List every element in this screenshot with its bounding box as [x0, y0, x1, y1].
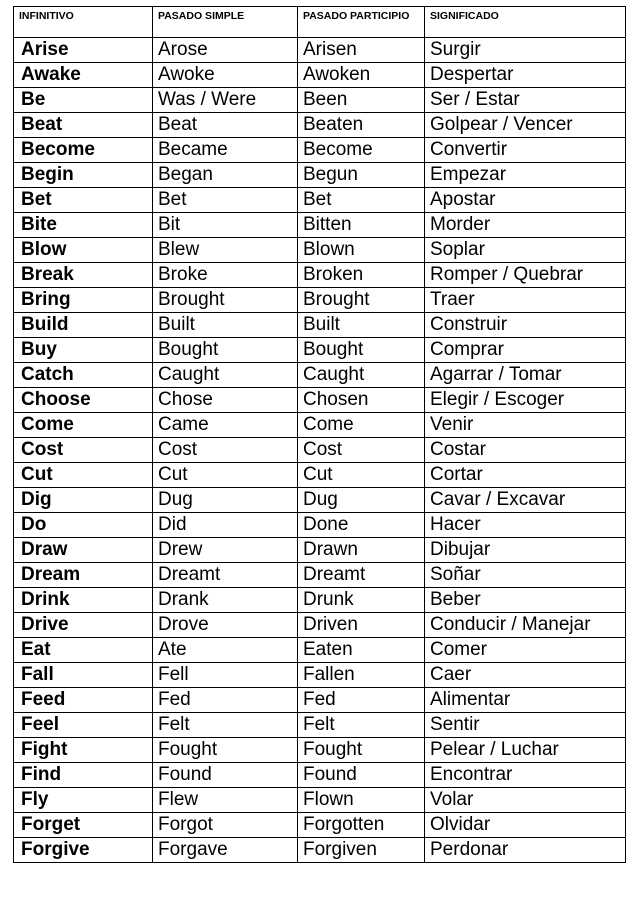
table-row — [14, 113, 626, 138]
meaning-cell: Empezar — [425, 163, 626, 188]
past-simple-cell: Found — [153, 763, 298, 788]
meaning-cell: Perdonar — [425, 838, 626, 863]
table-row — [14, 538, 626, 563]
infinitive-cell: Break — [14, 263, 153, 288]
table-row — [14, 238, 626, 263]
past-simple-cell: Forgave — [153, 838, 298, 863]
infinitive-cell: Begin — [14, 163, 153, 188]
past-participle-cell: Broken — [298, 263, 425, 288]
infinitive-cell: Catch — [14, 363, 153, 388]
infinitive-cell: Feed — [14, 688, 153, 713]
table-row — [14, 63, 626, 88]
past-simple-cell: Brought — [153, 288, 298, 313]
past-simple-cell: Drew — [153, 538, 298, 563]
meaning-cell: Cortar — [425, 463, 626, 488]
meaning-cell: Soñar — [425, 563, 626, 588]
infinitive-cell: Fight — [14, 738, 153, 763]
past-participle-cell: Fought — [298, 738, 425, 763]
past-simple-cell: Ate — [153, 638, 298, 663]
infinitive-cell: Cost — [14, 438, 153, 463]
infinitive-cell: Blow — [14, 238, 153, 263]
past-simple-cell: Beat — [153, 113, 298, 138]
table-row — [14, 213, 626, 238]
past-simple-cell: Was / Were — [153, 88, 298, 113]
past-participle-cell: Chosen — [298, 388, 425, 413]
meaning-cell: Elegir / Escoger — [425, 388, 626, 413]
past-participle-cell: Been — [298, 88, 425, 113]
past-participle-cell: Fallen — [298, 663, 425, 688]
table-row — [14, 838, 626, 863]
infinitive-cell: Fall — [14, 663, 153, 688]
past-simple-cell: Fed — [153, 688, 298, 713]
table-row — [14, 438, 626, 463]
infinitive-cell: Awake — [14, 63, 153, 88]
table-row — [14, 188, 626, 213]
table-row — [14, 588, 626, 613]
past-simple-cell: Chose — [153, 388, 298, 413]
past-participle-cell: Begun — [298, 163, 425, 188]
past-participle-cell: Driven — [298, 613, 425, 638]
table-row — [14, 138, 626, 163]
past-participle-cell: Fed — [298, 688, 425, 713]
infinitive-cell: Drink — [14, 588, 153, 613]
infinitive-cell: Bring — [14, 288, 153, 313]
meaning-cell: Morder — [425, 213, 626, 238]
meaning-cell: Comer — [425, 638, 626, 663]
infinitive-cell: Feel — [14, 713, 153, 738]
meaning-cell: Costar — [425, 438, 626, 463]
past-simple-cell: Cut — [153, 463, 298, 488]
meaning-cell: Surgir — [425, 38, 626, 63]
table-row — [14, 288, 626, 313]
table-row — [14, 88, 626, 113]
past-simple-cell: Built — [153, 313, 298, 338]
past-simple-cell: Cost — [153, 438, 298, 463]
table-header — [14, 7, 626, 38]
past-participle-cell: Drunk — [298, 588, 425, 613]
past-participle-cell: Arisen — [298, 38, 425, 63]
past-simple-cell: Dreamt — [153, 563, 298, 588]
meaning-cell: Caer — [425, 663, 626, 688]
infinitive-cell: Do — [14, 513, 153, 538]
table-row — [14, 563, 626, 588]
table-row — [14, 513, 626, 538]
meaning-cell: Dibujar — [425, 538, 626, 563]
past-simple-cell: Came — [153, 413, 298, 438]
past-participle-cell: Dreamt — [298, 563, 425, 588]
infinitive-cell: Fly — [14, 788, 153, 813]
table-row — [14, 413, 626, 438]
table-row — [14, 613, 626, 638]
past-simple-cell: Bought — [153, 338, 298, 363]
table-row — [14, 738, 626, 763]
past-participle-cell: Forgiven — [298, 838, 425, 863]
header-pasado-participio: PASADO PARTICIPIO — [298, 7, 425, 38]
past-participle-cell: Become — [298, 138, 425, 163]
meaning-cell: Soplar — [425, 238, 626, 263]
infinitive-cell: Cut — [14, 463, 153, 488]
past-simple-cell: Fought — [153, 738, 298, 763]
past-participle-cell: Found — [298, 763, 425, 788]
table-row — [14, 338, 626, 363]
past-simple-cell: Did — [153, 513, 298, 538]
past-simple-cell: Arose — [153, 38, 298, 63]
meaning-cell: Agarrar / Tomar — [425, 363, 626, 388]
past-participle-cell: Bought — [298, 338, 425, 363]
table-row — [14, 163, 626, 188]
meaning-cell: Beber — [425, 588, 626, 613]
infinitive-cell: Draw — [14, 538, 153, 563]
past-simple-cell: Dug — [153, 488, 298, 513]
table-row — [14, 763, 626, 788]
meaning-cell: Encontrar — [425, 763, 626, 788]
past-participle-cell: Come — [298, 413, 425, 438]
infinitive-cell: Drive — [14, 613, 153, 638]
past-participle-cell: Done — [298, 513, 425, 538]
meaning-cell: Olvidar — [425, 813, 626, 838]
table-row — [14, 463, 626, 488]
table-row — [14, 688, 626, 713]
infinitive-cell: Forgive — [14, 838, 153, 863]
past-participle-cell: Cost — [298, 438, 425, 463]
meaning-cell: Convertir — [425, 138, 626, 163]
meaning-cell: Construir — [425, 313, 626, 338]
past-simple-cell: Fell — [153, 663, 298, 688]
meaning-cell: Despertar — [425, 63, 626, 88]
past-simple-cell: Flew — [153, 788, 298, 813]
table-row — [14, 638, 626, 663]
past-simple-cell: Drank — [153, 588, 298, 613]
infinitive-cell: Forget — [14, 813, 153, 838]
table-row — [14, 813, 626, 838]
past-participle-cell: Cut — [298, 463, 425, 488]
past-participle-cell: Eaten — [298, 638, 425, 663]
past-participle-cell: Forgotten — [298, 813, 425, 838]
past-simple-cell: Blew — [153, 238, 298, 263]
past-participle-cell: Dug — [298, 488, 425, 513]
past-simple-cell: Bit — [153, 213, 298, 238]
meaning-cell: Conducir / Manejar — [425, 613, 626, 638]
past-participle-cell: Brought — [298, 288, 425, 313]
meaning-cell: Alimentar — [425, 688, 626, 713]
meaning-cell: Apostar — [425, 188, 626, 213]
infinitive-cell: Dream — [14, 563, 153, 588]
past-simple-cell: Forgot — [153, 813, 298, 838]
meaning-cell: Romper / Quebrar — [425, 263, 626, 288]
table-row — [14, 313, 626, 338]
meaning-cell: Traer — [425, 288, 626, 313]
meaning-cell: Ser / Estar — [425, 88, 626, 113]
past-participle-cell: Caught — [298, 363, 425, 388]
past-simple-cell: Began — [153, 163, 298, 188]
past-simple-cell: Caught — [153, 363, 298, 388]
infinitive-cell: Choose — [14, 388, 153, 413]
past-simple-cell: Felt — [153, 713, 298, 738]
meaning-cell: Golpear / Vencer — [425, 113, 626, 138]
table-row — [14, 363, 626, 388]
table-row — [14, 38, 626, 63]
past-participle-cell: Felt — [298, 713, 425, 738]
infinitive-cell: Become — [14, 138, 153, 163]
infinitive-cell: Find — [14, 763, 153, 788]
infinitive-cell: Dig — [14, 488, 153, 513]
past-simple-cell: Awoke — [153, 63, 298, 88]
meaning-cell: Comprar — [425, 338, 626, 363]
table-row — [14, 713, 626, 738]
table-body — [14, 38, 626, 863]
header-infinitivo: INFINITIVO — [14, 7, 153, 38]
header-row — [14, 7, 626, 38]
table-row — [14, 263, 626, 288]
meaning-cell: Sentir — [425, 713, 626, 738]
infinitive-cell: Bet — [14, 188, 153, 213]
irregular-verbs-table — [13, 6, 626, 863]
meaning-cell: Hacer — [425, 513, 626, 538]
infinitive-cell: Arise — [14, 38, 153, 63]
table-row — [14, 388, 626, 413]
past-participle-cell: Awoken — [298, 63, 425, 88]
meaning-cell: Volar — [425, 788, 626, 813]
infinitive-cell: Bite — [14, 213, 153, 238]
past-simple-cell: Bet — [153, 188, 298, 213]
header-significado: SIGNIFICADO — [425, 7, 626, 38]
meaning-cell: Pelear / Luchar — [425, 738, 626, 763]
past-participle-cell: Built — [298, 313, 425, 338]
header-pasado-simple: PASADO SIMPLE — [153, 7, 298, 38]
infinitive-cell: Be — [14, 88, 153, 113]
infinitive-cell: Come — [14, 413, 153, 438]
past-participle-cell: Flown — [298, 788, 425, 813]
past-participle-cell: Bitten — [298, 213, 425, 238]
infinitive-cell: Build — [14, 313, 153, 338]
table-row — [14, 788, 626, 813]
infinitive-cell: Eat — [14, 638, 153, 663]
past-participle-cell: Blown — [298, 238, 425, 263]
past-simple-cell: Drove — [153, 613, 298, 638]
table-row — [14, 488, 626, 513]
meaning-cell: Cavar / Excavar — [425, 488, 626, 513]
past-simple-cell: Became — [153, 138, 298, 163]
meaning-cell: Venir — [425, 413, 626, 438]
past-simple-cell: Broke — [153, 263, 298, 288]
infinitive-cell: Beat — [14, 113, 153, 138]
past-participle-cell: Drawn — [298, 538, 425, 563]
table-row — [14, 663, 626, 688]
past-participle-cell: Bet — [298, 188, 425, 213]
past-participle-cell: Beaten — [298, 113, 425, 138]
infinitive-cell: Buy — [14, 338, 153, 363]
